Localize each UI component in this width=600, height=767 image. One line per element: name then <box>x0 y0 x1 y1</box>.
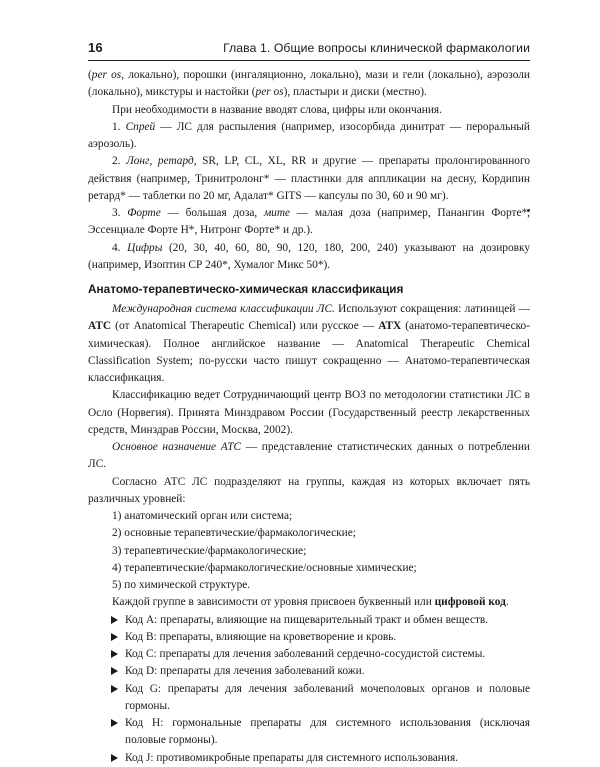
term: Форте <box>127 207 161 219</box>
bullet-triangle-icon <box>111 719 118 727</box>
bold-term: цифровой код <box>434 596 506 609</box>
intro-paragraph: (per os, локально), порошки (ингаляционно, локально), мази и гели (локально), аэрозоли (локально), микстуры и настойки (per os), пластыри и диски (местно). <box>88 69 530 99</box>
term: мите <box>263 207 291 219</box>
list-item: 2) основные терапевтические/фармакологические; <box>112 527 356 540</box>
term: Спрей <box>125 120 156 133</box>
bullet-triangle-icon <box>111 633 118 641</box>
list-item: 1) анатомический орган или система; <box>112 510 293 522</box>
list-item: Код B: препараты, влияющие на кроветворение и кровь. <box>88 629 530 646</box>
italic-term: Международная система классификации ЛС. <box>112 303 335 315</box>
purpose-paragraph: Основное назначение АТС — представление статистических данных о потреблении ЛС. <box>88 441 531 471</box>
list-item: 5) по химической структуре. <box>112 579 251 591</box>
bold-term: АТХ <box>378 320 402 333</box>
levels-list <box>88 508 530 594</box>
naming-item-3: 3. Форте — большая доза, мите — малая доза (например, Панангин Форте*, Эссенциале Форте Н*, Нитронг Форте* и др.). <box>88 207 530 237</box>
list-item: 4) терапевтические/фармакологические/основные химические; <box>112 561 417 574</box>
list-item: Код G: препараты для лечения заболеваний мочеполовых органов и половые гормоны. <box>88 681 530 716</box>
bold-term: ATC <box>88 320 112 333</box>
codes-list <box>88 612 530 767</box>
italic-term: Основное назначение АТС <box>112 441 242 453</box>
section-heading: Анатомо-терапевтическо-химическая классификация <box>88 282 404 296</box>
running-header <box>88 40 530 58</box>
naming-item-4: 4. Цифры (20, 30, 40, 60, 80, 90, 120, 180, 200, 240) указывают на дозировку (например, Изоптин СР 240*, Хумалог Микс 50*). <box>88 241 530 271</box>
levels-intro: Согласно АТС ЛС подразделяют на группы, каждая из которых включает пять различных уровней: <box>88 475 530 505</box>
term: Лонг, ретард, <box>126 155 197 168</box>
list-item: Код А: препараты, влияющие на пищеварительный тракт и обмен веществ. <box>88 612 530 629</box>
list-item: Код H: гормональные препараты для системного использования (исключая половые гормоны). <box>88 715 530 750</box>
atc-definition: Международная система классификации ЛС. Используют сокращения: латиницей — ATC (от Anatomical Therapeutic Chemical) или русское — АТХ (анатомо-терапевтическо-химическая). Полное английское название — Anatomical Therapeutic Chemical Classification System; по-русски часто пишут сокращенно — Анатомо-терапевтическая классификация. <box>88 303 530 384</box>
body-text <box>88 67 530 767</box>
bullet-triangle-icon <box>111 685 118 693</box>
list-item: Код C: препараты для лечения заболеваний сердечно-сосудистой системы. <box>88 646 530 663</box>
bullet-triangle-icon <box>111 754 118 762</box>
italic-text: per os <box>255 86 284 99</box>
code-intro: Каждой группе в зависимости от уровня присвоен буквенный или цифровой код. <box>112 596 509 609</box>
naming-item-1: 1. Спрей — ЛС для распыления (например, изосорбида динитрат — пероральный аэрозоль). <box>88 120 531 150</box>
page-number: 16 <box>88 40 103 55</box>
naming-item-2: 2. Лонг, ретард, SR, LP, CL, XL, RR и другие — препараты пролонгированного действия (например, Тринитролонг* — пластинки для аппликации на десну, Кордипин ретард* — таблетки по 20 мг, Адалат* GITS — капсулы по 30, 60 и 90 мг). <box>88 155 530 202</box>
bullet-triangle-icon <box>111 650 118 658</box>
term: Цифры <box>127 241 163 254</box>
list-item: Код J: противомикробные препараты для системного использования. <box>88 750 530 767</box>
list-item: Код D: препараты для лечения заболеваний кожи. <box>88 663 530 680</box>
header-rule <box>88 60 530 61</box>
list-item: 3) терапевтические/фармакологические; <box>112 544 307 557</box>
chapter-title: Глава 1. Общие вопросы клинической фармакологии <box>223 41 530 55</box>
bullet-triangle-icon <box>111 667 118 675</box>
italic-text: per os <box>91 69 122 81</box>
naming-intro: При необходимости в название вводят слова, цифры или окончания. <box>112 103 442 116</box>
bullet-triangle-icon <box>111 616 118 624</box>
who-paragraph: Классификацию ведет Сотрудничающий центр ВОЗ по методологии статистики ЛС в Осло (Норвегия). Принята Минздравом России (Государственный реестр лекарственных средств, Минздрав России, Москва, 2002). <box>88 389 530 436</box>
